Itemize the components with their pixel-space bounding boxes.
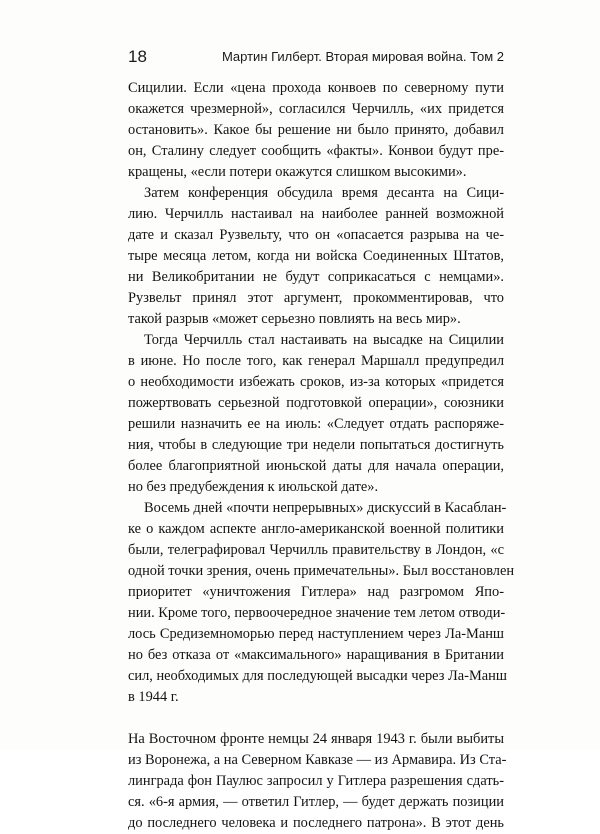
text-line: о необходимости избежать сроков, из-за которых «придется [128,374,504,390]
text-line: Восемь дней «почти непрерывных» дискуссий в Касаблан- [144,500,507,516]
text-line: но без отказа от «максимального» наращивания в Британии [128,647,504,663]
text-line: ся. «6-я армия, — ответил Гитлер, — будет держать позиции [128,794,504,810]
paragraph [128,330,504,498]
section-break [128,708,504,729]
text-line: до последнего человека и последнего патрона». В этот день [128,815,504,831]
text-line: окажется чрезмерной», согласился Черчилль, «их придется [128,101,504,117]
text-line: Сицилии. Если «цена прохода конвоев по северному пути [128,80,504,96]
body-text [128,78,515,834]
running-title: Мартин Гилберт. Вторая мировая война. Том 2 [221,49,504,64]
paragraph [128,183,504,330]
text-line: в июне. Но после того, как генерал Маршалл предупредил [128,353,504,369]
paragraph [128,498,515,708]
text-line: лию. Черчилль настаивал на наиболее ранней возможной [128,206,504,222]
text-line: Тогда Черчилль стал настаивать на высадке на Сицилии [144,332,504,348]
text-line: сил, необходимых для последующей высадки через Ла-Манш [128,668,507,684]
page-header [128,47,504,67]
text-line: остановить». Какое бы решение ни было принято, добавил [128,122,504,138]
text-line: решили назначить ее на июль: «Следует отдать распоряже- [128,416,504,432]
text-line: из Воронежа, а на Северном Кавказе — из Армавира. Из Ста- [128,752,507,768]
text-line: приоритет «уничтожения Гитлера» над разгромом Япо- [128,584,504,600]
text-line: в 1944 г. [128,689,179,705]
text-line: кращены, «если потери окажутся слишком высокими». [128,164,467,180]
text-line: пожертвовать серьезной подготовкой операции», союзники [128,395,504,411]
text-line: тыре месяца летом, когда ни войска Соединенных Штатов, [128,248,504,264]
text-line: Затем конференция обсудила время десанта на Сици- [144,185,504,201]
page-number: 18 [128,47,147,66]
text-line: Рузвельт принял этот аргумент, прокомментировав, что [128,290,504,306]
text-line: были, телеграфировал Черчилль правительству в Лондон, «с [128,542,504,558]
paragraph [128,78,504,183]
text-line: ни Великобритании не будут соприкасаться с немцами». [128,269,504,285]
paragraph [128,729,507,834]
text-line: лось Средиземноморью перед наступлением через Ла-Манш [128,626,504,642]
text-line: более благоприятной июньской даты для начала операции, [128,458,504,474]
text-line: ке о каждом аспекте англо-американской военной политики [128,521,504,537]
text-line: такой разрыв «может серьезно повлиять на весь мир». [128,311,461,327]
text-line: На Восточном фронте немцы 24 января 1943 г. были выбиты [128,731,504,747]
text-line: но без предубеждения к июльской дате». [128,479,379,495]
text-line: ния, чтобы в следующие три недели попытаться достигнуть [128,437,504,453]
text-line: нии. Кроме того, первоочередное значение тем летом отводи- [128,605,506,621]
text-line: одной точки зрения, очень примечательны». Был восстановлен [128,563,515,579]
text-line: линграда фон Паулюс запросил у Гитлера разрешения сдать- [128,773,504,789]
text-line: дате и сказал Рузвельту, что он «опасается разрыва на че- [128,227,504,243]
text-line: он, Сталину следует сообщить «факты». Конвои будут пре- [128,143,504,159]
